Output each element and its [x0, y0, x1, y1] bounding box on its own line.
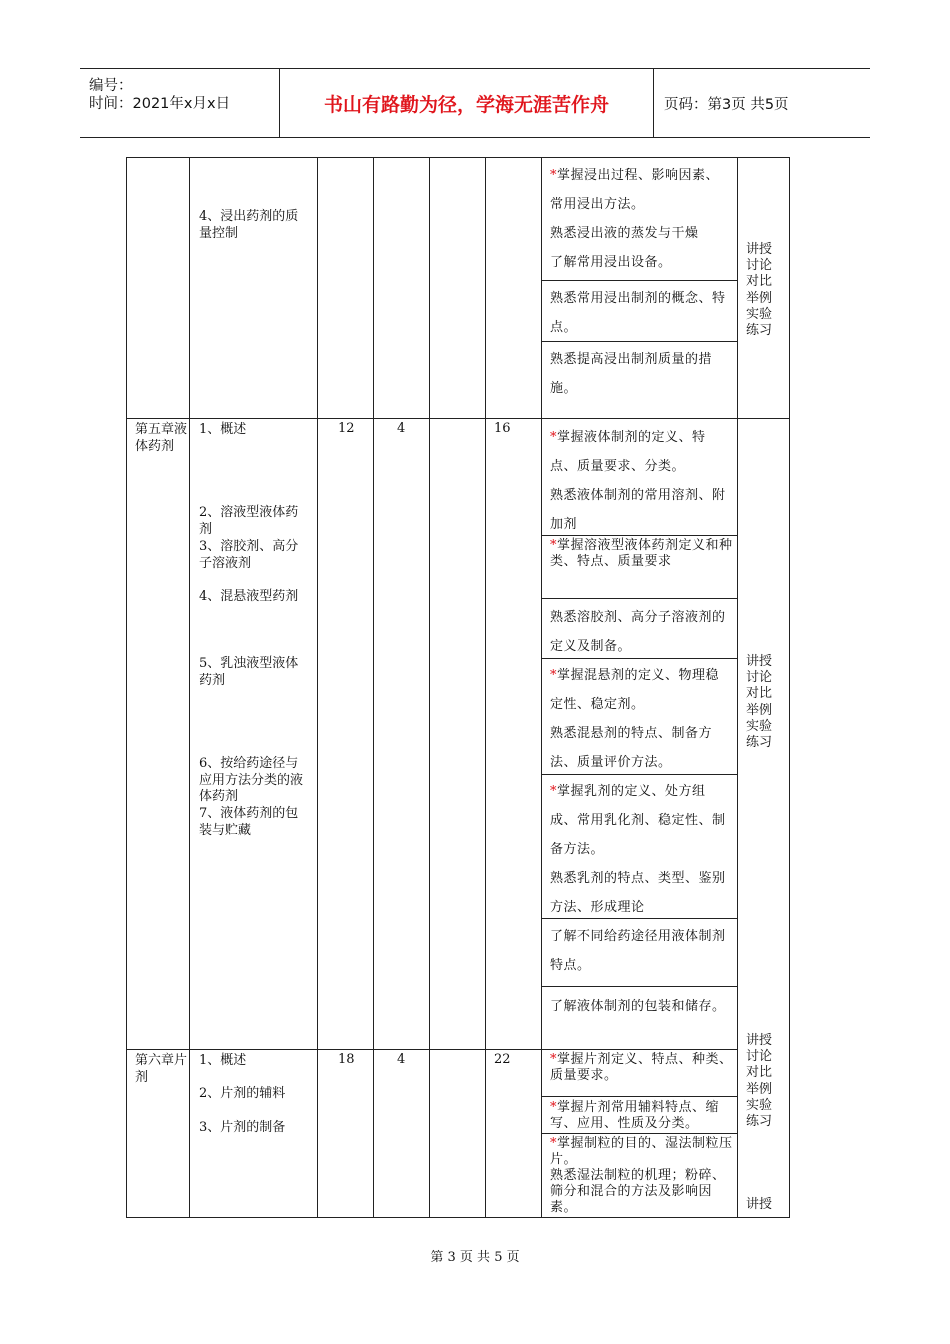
- objective-cell: [550, 1100, 734, 1132]
- objective-text: 掌握制粒的目的、湿法制粒压片。: [550, 1136, 733, 1167]
- key-point-marker: *: [550, 1100, 557, 1115]
- col-line: [189, 157, 190, 1218]
- objective-cell: 熟悉提高浸出制剂质量的措施。: [550, 352, 713, 396]
- objective-cell: [550, 1136, 734, 1216]
- topic-item: 5、乳浊液型液体药剂: [199, 656, 299, 688]
- hours-total: 16: [494, 421, 511, 436]
- hours-total: 22: [494, 1052, 511, 1067]
- header-page-info: 页码：第3页 共5页: [664, 96, 789, 113]
- page-footer: 第 3 页 共 5 页: [430, 1250, 520, 1265]
- col-line: [317, 157, 318, 1218]
- topic-item: 3、溶胶剂、高分子溶液剂: [199, 539, 299, 571]
- table-border-top: [126, 157, 789, 158]
- topic-item: 3、片剂的制备: [199, 1120, 286, 1135]
- objective-separator: [541, 986, 737, 987]
- col-line: [126, 157, 127, 1218]
- objective-line: 熟悉乳剂的特点、类型、鉴别方法、形成理论: [550, 871, 726, 915]
- objective-separator: [541, 1096, 737, 1097]
- topic-item: 6、按给药途径与应用方法分类的液体药剂: [199, 756, 304, 804]
- key-point-marker: *: [550, 1052, 557, 1067]
- teaching-methods: 讲授 讨论 对比 举例 实验 练习: [746, 1033, 773, 1130]
- objective-line: [550, 1136, 734, 1168]
- objective-text: 掌握混悬剂的定义、物理稳定性、稳定剂。: [550, 668, 720, 712]
- col-line: [737, 157, 738, 1218]
- objective-text: 掌握液体制剂的定义、特点、质量要求、分类。: [550, 430, 706, 474]
- objective-text: 掌握片剂常用辅料特点、缩写、应用、性质及分类。: [550, 1100, 720, 1131]
- col-line: [789, 157, 790, 1218]
- objective-separator: [541, 598, 737, 599]
- objective-text: 掌握溶液型液体药剂定义和种类、特点、质量要求: [550, 538, 733, 569]
- hours-theory: 12: [338, 421, 355, 436]
- objective-line: 熟悉液体制剂的常用溶剂、附加剂: [550, 488, 726, 532]
- key-point-marker: *: [550, 430, 557, 445]
- objective-cell: 了解液体制剂的包装和储存。: [550, 999, 726, 1014]
- col-line: [373, 157, 374, 1218]
- objective-cell: [550, 661, 732, 777]
- objective-text: 掌握浸出过程、影响因素、常用浸出方法。: [550, 168, 720, 212]
- objective-line: 熟悉混悬剂的特点、制备方法、质量评价方法。: [550, 726, 713, 770]
- topic-item: 2、片剂的辅料: [199, 1086, 286, 1101]
- chapter-title: 第六章片剂: [135, 1053, 188, 1085]
- topic-item: 1、概述: [199, 1053, 247, 1068]
- teaching-methods: 讲授 讨论 对比 举例 实验 练习: [746, 242, 773, 339]
- objective-cell: [550, 1052, 734, 1084]
- objective-text: 掌握乳剂的定义、处方组成、常用乳化剂、稳定性、制备方法。: [550, 784, 726, 857]
- key-point-marker: *: [550, 1136, 557, 1151]
- row-separator: [126, 418, 789, 419]
- hours-theory: 18: [338, 1052, 355, 1067]
- objective-cell: [550, 423, 732, 539]
- col-line: [485, 157, 486, 1218]
- chapter-title: 第五章液体药剂: [135, 422, 188, 454]
- objective-cell: [550, 777, 732, 922]
- objective-cell: 熟悉常用浸出制剂的概念、特点。: [550, 291, 726, 335]
- teaching-methods: 讲授 讨论 对比 举例 实验 练习: [746, 654, 773, 751]
- topic-item: 2、溶液型液体药剂: [199, 505, 299, 537]
- teaching-methods: 讲授: [746, 1197, 773, 1212]
- objective-line: [550, 777, 732, 864]
- objective-separator: [541, 280, 737, 281]
- header-motto: 书山有路勤为径，学海无涯苦作舟: [280, 69, 654, 137]
- objective-text: 掌握片剂定义、特点、种类、质量要求。: [550, 1052, 733, 1083]
- key-point-marker: *: [550, 168, 557, 183]
- col-line: [429, 157, 430, 1218]
- hours-lab: 4: [397, 1052, 406, 1067]
- doc-number-label: 编号：: [89, 78, 133, 94]
- objective-line: [550, 161, 732, 219]
- hours-lab: 4: [397, 421, 406, 436]
- objective-line: 熟悉湿法制粒的机理；粉碎、筛分和混合的方法及影响因素。: [550, 1168, 726, 1215]
- objective-cell: [550, 538, 734, 570]
- row-separator: [126, 1049, 737, 1050]
- objective-line: 了解常用浸出设备。: [550, 255, 672, 270]
- key-point-marker: *: [550, 538, 557, 553]
- objective-cell: [550, 161, 732, 277]
- key-point-marker: *: [550, 668, 557, 683]
- table-border-bottom: [126, 1217, 789, 1218]
- objective-line: 熟悉浸出液的蒸发与干燥: [550, 226, 699, 241]
- topic-item: 4、混悬液型药剂: [199, 589, 299, 604]
- key-point-marker: *: [550, 784, 557, 799]
- col-line: [541, 157, 542, 1218]
- topic-item: 1、概述: [199, 422, 247, 437]
- objective-separator: [541, 1133, 737, 1134]
- doc-date-label: 时间：2021年x月x日: [89, 96, 231, 112]
- topic-item: 7、液体药剂的包装与贮藏: [199, 806, 299, 838]
- objective-cell: 了解不同给药途径用液体制剂特点。: [550, 929, 726, 973]
- objective-cell: 熟悉溶胶剂、高分子溶液剂的定义及制备。: [550, 610, 726, 654]
- objective-line: [550, 661, 732, 719]
- topic-quality-control: 4、浸出药剂的质量控制: [199, 209, 299, 241]
- objective-line: [550, 423, 732, 481]
